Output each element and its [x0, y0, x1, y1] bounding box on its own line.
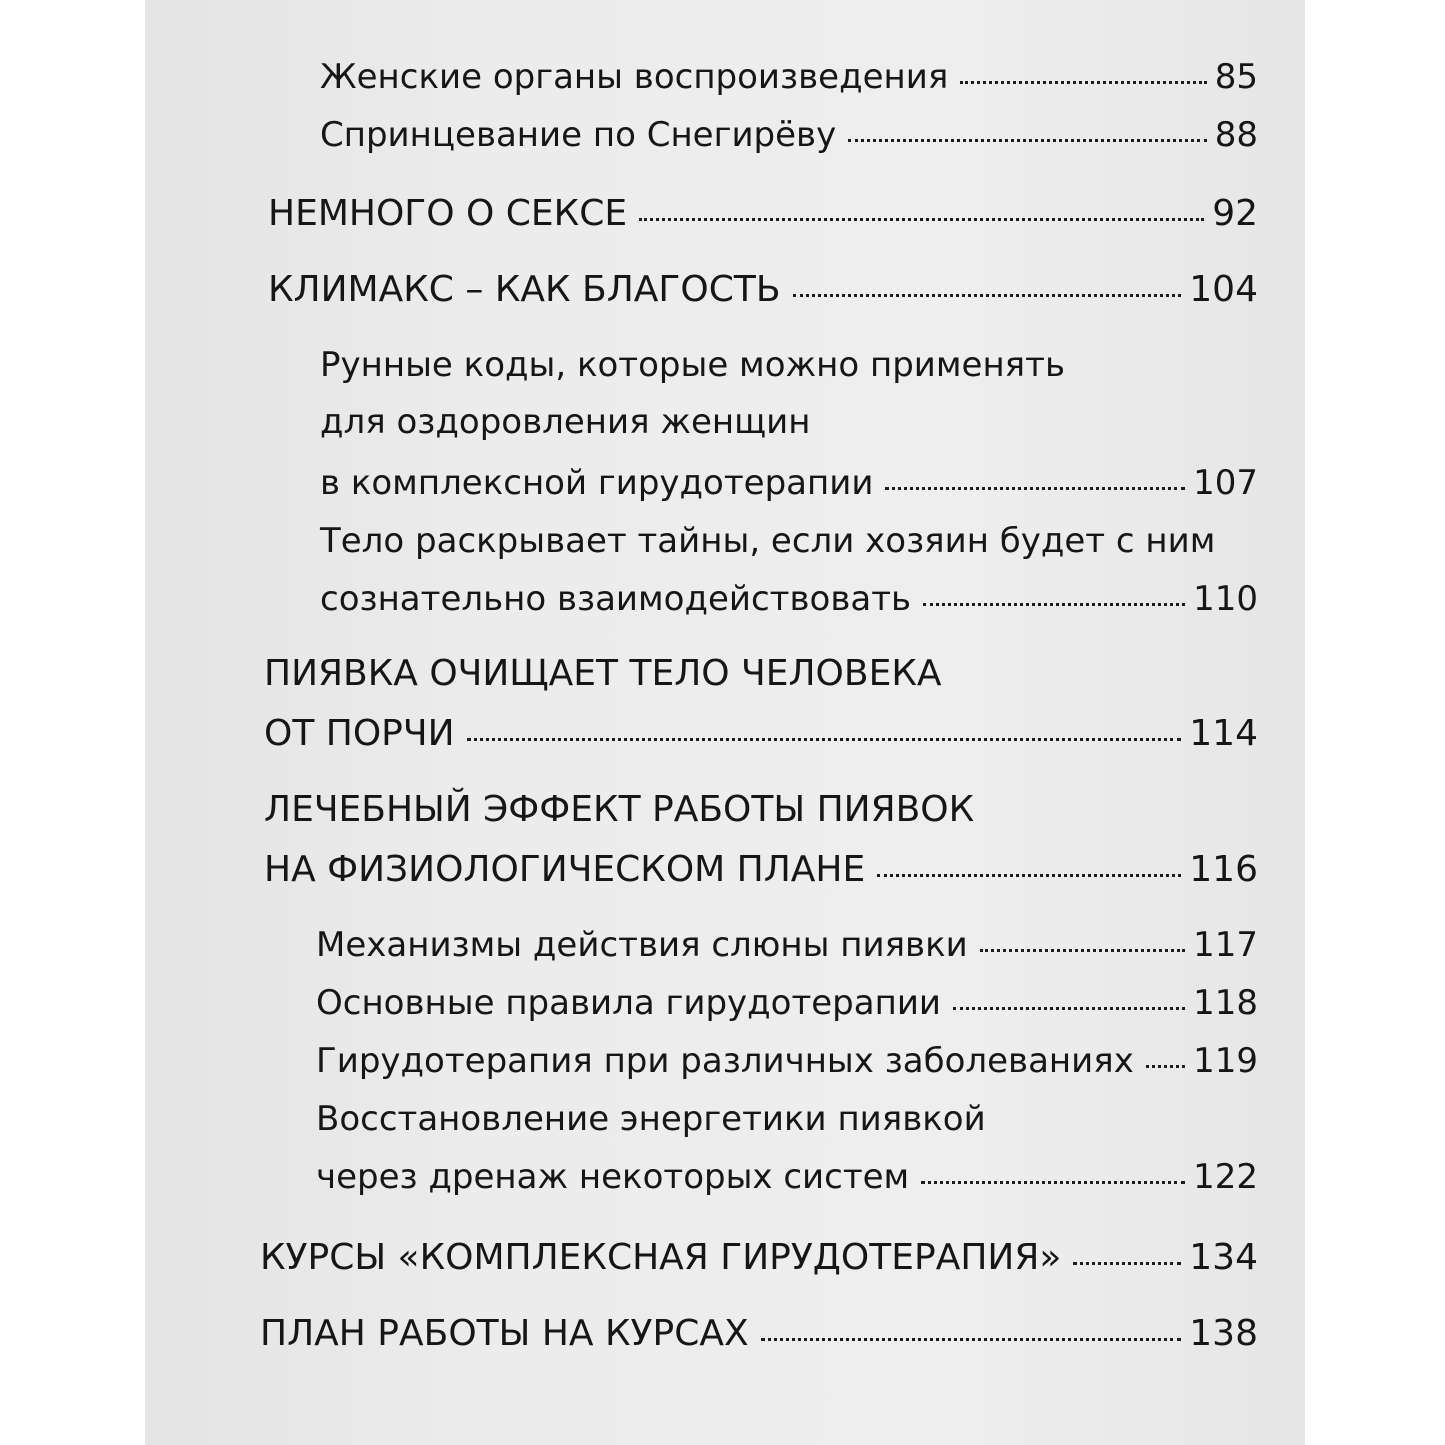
toc-page-number: 107: [1193, 463, 1258, 503]
toc-entry-title: НА ФИЗИОЛОГИЧЕСКОМ ПЛАНЕ: [264, 849, 866, 890]
toc-entry-saliva-mechanisms: [316, 925, 1258, 965]
toc-entry-body-secrets: [320, 579, 1258, 619]
dot-leader: [761, 1338, 1182, 1341]
toc-page-number: 117: [1193, 925, 1258, 965]
dot-leader: [877, 874, 1181, 877]
toc-entry-courses: [260, 1237, 1258, 1278]
dot-leader: [848, 139, 1207, 142]
toc-page-number: 88: [1214, 115, 1258, 155]
toc-entry-title: Гирудотерапия при различных заболеваниях: [316, 1041, 1134, 1081]
dot-leader: [921, 1181, 1185, 1184]
dot-leader: [639, 218, 1204, 221]
dot-leader: [923, 603, 1185, 606]
toc-page-number: 138: [1189, 1313, 1258, 1354]
toc-page-number: 134: [1189, 1237, 1258, 1278]
toc-entry-rune-codes: [320, 463, 1258, 503]
toc-entry-title: ПЛАН РАБОТЫ НА КУРСАХ: [260, 1313, 749, 1354]
toc-entry-title: КУРСЫ «КОМПЛЕКСНАЯ ГИРУДОТЕРАПИЯ»: [260, 1237, 1062, 1278]
dot-leader: [885, 487, 1185, 490]
toc-entry-rune-codes-line1: Рунные коды, которые можно применять: [320, 345, 1065, 385]
toc-entry-energy-restoration: [316, 1157, 1258, 1197]
toc-entry-title: КЛИМАКС – КАК БЛАГОСТЬ: [268, 269, 781, 310]
toc-entry-leech-cleanses: [264, 713, 1258, 754]
toc-page-number: 104: [1189, 269, 1258, 310]
toc-entry-title: Основные правила гирудотерапии: [316, 983, 942, 1023]
toc-entry-title: через дренаж некоторых систем: [316, 1157, 910, 1197]
toc-entry-rune-codes-line2: для оздоровления женщин: [320, 402, 811, 442]
toc-entry-title: ОТ ПОРЧИ: [264, 713, 455, 754]
toc-entry-title: Механизмы действия слюны пиявки: [316, 925, 968, 965]
toc-entry-leech-cleanses-line1: ПИЯВКА ОЧИЩАЕТ ТЕЛО ЧЕЛОВЕКА: [264, 653, 942, 694]
toc-entry-basic-rules: [316, 983, 1258, 1023]
dot-leader: [953, 1007, 1185, 1010]
toc-page-number: 119: [1193, 1041, 1258, 1081]
toc-entry-about-sex: [268, 193, 1258, 234]
dot-leader: [793, 294, 1182, 297]
toc-entry-title: Спринцевание по Снегирёву: [320, 115, 837, 155]
toc-entry-title: Женские органы воспроизведения: [320, 57, 949, 97]
toc-entry-various-diseases: [316, 1041, 1258, 1081]
toc-entry-douching: [320, 115, 1258, 155]
toc-entry-work-plan: [260, 1313, 1258, 1354]
toc-page-number: 116: [1189, 849, 1258, 890]
dot-leader: [1146, 1065, 1185, 1068]
toc-page-number: 110: [1193, 579, 1258, 619]
dot-leader: [1073, 1262, 1181, 1265]
toc-entry-healing-effect: [264, 849, 1258, 890]
dot-leader: [980, 949, 1185, 952]
toc-page-number: 114: [1189, 713, 1258, 754]
toc-page-number: 122: [1193, 1157, 1258, 1197]
dot-leader: [467, 738, 1182, 741]
toc-page-number: 118: [1193, 983, 1258, 1023]
toc-entry-body-secrets-line1: Тело раскрывает тайны, если хозяин будет с ним: [320, 521, 1216, 561]
toc-entry-title: в комплексной гирудотерапии: [320, 463, 874, 503]
toc-entry-healing-effect-line1: ЛЕЧЕБНЫЙ ЭФФЕКТ РАБОТЫ ПИЯВОК: [264, 789, 975, 830]
toc-entry-title: НЕМНОГО О СЕКСЕ: [268, 193, 628, 234]
toc-entry-female-organs: [320, 57, 1258, 97]
toc-entry-menopause: [268, 269, 1258, 310]
toc-page-number: 92: [1212, 193, 1258, 234]
dot-leader: [960, 81, 1206, 84]
toc-page-number: 85: [1214, 57, 1258, 97]
toc-entry-energy-restoration-line1: Восстановление энергетики пиявкой: [316, 1099, 986, 1139]
toc-entry-title: сознательно взаимодействовать: [320, 579, 912, 619]
